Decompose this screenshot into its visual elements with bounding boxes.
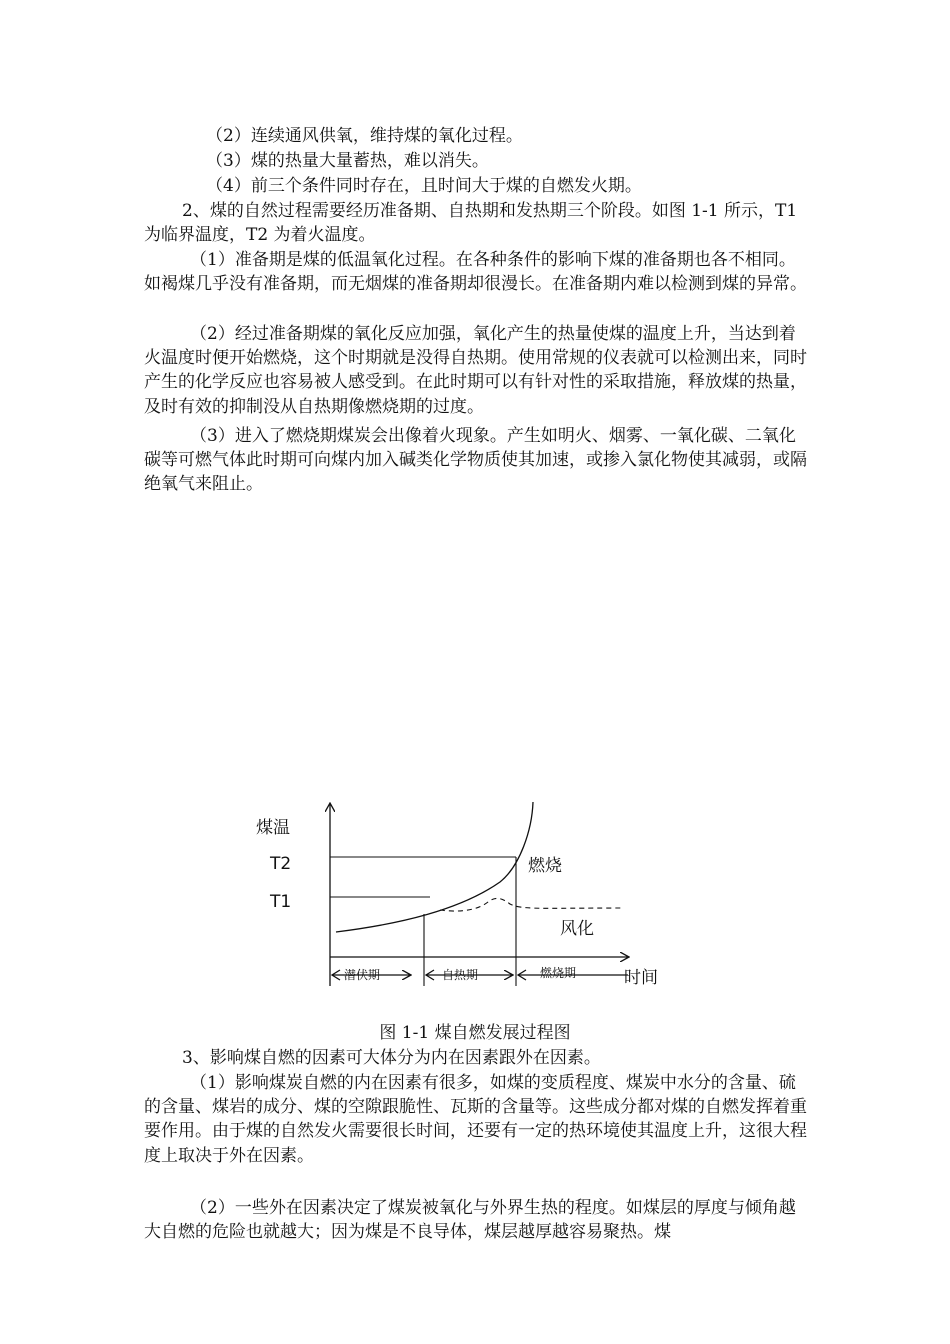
paragraph-section-2: 2、煤的自然过程需要经历准备期、自热期和发热期三个阶段。如图 1-1 所示，T1 为临界温度，T2 为着火温度。 [144, 201, 798, 246]
paragraph-self-heating: （2）经过准备期煤的氧化反应加强，氧化产生的热量使煤的温度上升，当达到着火温度时便开始燃烧，这个时期就是没得自热期。使用常规的仪表就可以检测出来，同时产生的化学反应也容易被人感受到。在此时期可以有针对性的采取措施，释放煤的热量，及时有效的抑制没从自热期像燃烧期的过度。 [144, 324, 807, 417]
figure-caption: 图 1-1 煤自燃发展过程图 [379, 1023, 571, 1043]
weather-label: 风化 [560, 919, 594, 939]
paragraph-condition-2: （2）连续通风供氧，维持煤的氧化过程。 [206, 126, 523, 146]
phase1-label: 潜伏期 [344, 968, 381, 982]
paragraph-prep-period: （1）准备期是煤的低温氧化过程。在各种条件的影响下煤的准备期也各不相同。如褐煤几乎没有准备期，而无烟煤的准备期却很漫长。在准备期内难以检测到煤的异常。 [144, 250, 807, 295]
burn-label: 燃烧 [528, 856, 562, 876]
phase2-label: 自热期 [442, 968, 479, 982]
paragraph-external-factors: （2）一些外在因素决定了煤炭被氧化与外界生热的程度。如煤层的厚度与倾角越大自燃的危险也就越大；因为煤是不良导体，煤层越厚越容易聚热。煤 [144, 1198, 796, 1243]
t2-label: T2 [270, 854, 292, 874]
paragraph-section-3: 3、影响煤自燃的因素可大体分为内在因素跟外在因素。 [182, 1048, 601, 1068]
paragraph-condition-3: （3）煤的热量大量蓄热，难以消失。 [206, 151, 489, 171]
x-axis-label: 时间 [624, 968, 658, 988]
t1-label: T1 [270, 892, 292, 912]
temperature-curve [336, 802, 533, 932]
paragraph-internal-factors: （1）影响煤炭自燃的内在因素有很多，如煤的变质程度、煤炭中水分的含量、硫的含量、煤岩的成分、煤的空隙跟脆性、瓦斯的含量等。这些成分都对煤的自燃发挥着重要作用。由于煤的自然发火需要很长时间，还要有一定的热环境使其温度上升，这很大程度上取决于外在因素。 [144, 1073, 807, 1166]
paragraph-condition-4: （4）前三个条件同时存在，且时间大于煤的自燃发火期。 [206, 176, 642, 196]
phase3-label: 燃烧期 [540, 966, 577, 980]
y-axis-label: 煤温 [256, 818, 290, 838]
coal-combustion-diagram [240, 790, 680, 1000]
paragraph-burning: （3）进入了燃烧期煤炭会出像着火现象。产生如明火、烟雾、一氧化碳、二氧化碳等可燃气体此时期可向煤内加入碱类化学物质使其加速，或掺入氯化物使其减弱，或隔绝氧气来阻止。 [144, 426, 807, 495]
